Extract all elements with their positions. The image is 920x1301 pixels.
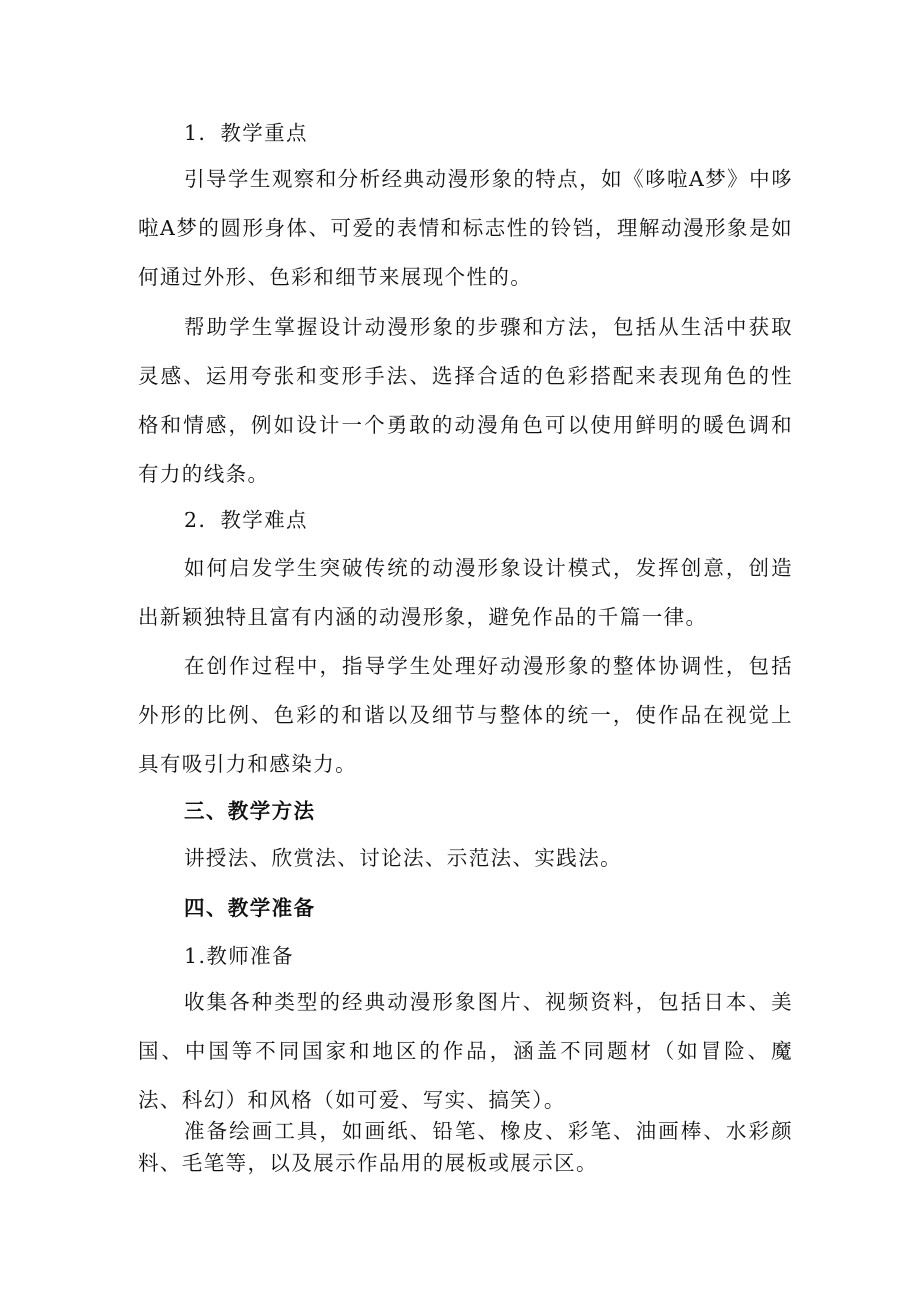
paragraph-teaching-methods: 讲授法、欣赏法、讨论法、示范法、实践法。 — [184, 846, 622, 870]
paragraph-key-points-1: 引导学生观察和分析经典动漫形象的特点，如《哆啦A梦》中哆啦A梦的圆形身体、可爱的表情和标志性的铃铛，理解动漫形象是如何通过外形、色彩和细节来展现个性的。 — [138, 167, 793, 289]
heading-teaching-preparation: 四、教学准备 — [184, 896, 316, 920]
paragraph-key-points-2: 帮助学生掌握设计动漫形象的步骤和方法，包括从生活中获取灵感、运用夸张和变形手法、选择合适的色彩搭配来表现角色的性格和情感，例如设计一个勇敢的动漫角色可以使用鲜明的暖色调和有力的线条。 — [138, 315, 793, 486]
paragraph-preparation-2: 准备绘画工具，如画纸、铅笔、橡皮、彩笔、油画棒、水彩颜料、毛笔等，以及展示作品用的展板或展示区。 — [138, 1119, 793, 1175]
paragraph-preparation-1: 收集各种类型的经典动漫形象图片、视频资料，包括日本、美国、中国等不同国家和地区的作品，涵盖不同题材（如冒险、魔法、科幻）和风格（如可爱、写实、搞笑）。 — [138, 990, 793, 1112]
heading-teaching-methods: 三、教学方法 — [184, 799, 316, 823]
paragraph-difficulties-1: 如何启发学生突破传统的动漫形象设计模式，发挥创意，创造出新颖独特且富有内涵的动漫形象，避免作品的千篇一律。 — [138, 556, 793, 629]
heading-teacher-preparation: 1.教师准备 — [184, 944, 294, 968]
heading-key-points: 1．教学重点 — [184, 121, 308, 145]
heading-difficulties: 2．教学难点 — [184, 508, 308, 532]
paragraph-difficulties-2: 在创作过程中，指导学生处理好动漫形象的整体协调性，包括外形的比例、色彩的和谐以及细节与整体的统一，使作品在视觉上具有吸引力和感染力。 — [138, 654, 793, 776]
